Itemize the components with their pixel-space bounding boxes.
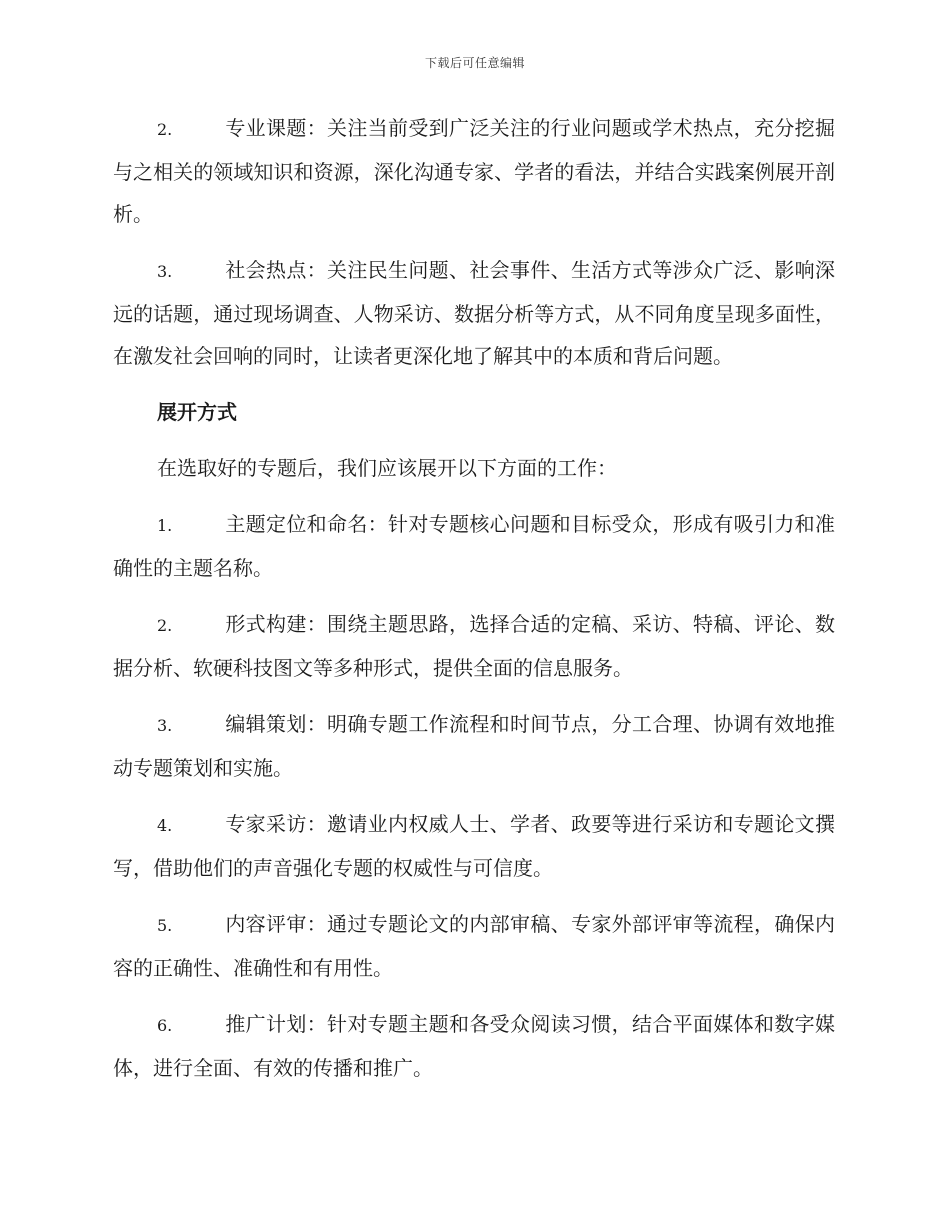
- list-item: [113, 703, 835, 789]
- list-item: [113, 1003, 835, 1089]
- list-item: [113, 503, 835, 589]
- section-intro: 在选取好的专题后，我们应该展开以下方面的工作：: [157, 456, 617, 480]
- document-body: [113, 107, 835, 1103]
- list-number: 6.: [157, 1016, 173, 1035]
- list-item: [113, 803, 835, 889]
- list-number: 5.: [157, 916, 173, 935]
- list-text: 内容评审：通过专题论文的内部审稿、专家外部评审等流程，确保内容的正确性、准确性和有用性。: [113, 912, 835, 980]
- list-number: 4.: [157, 816, 173, 835]
- list-text: 社会热点：关注民生问题、社会事件、生活方式等涉众广泛、影响深远的话题，通过现场调查、人物采访、数据分析等方式，从不同角度呈现多面性，在激发社会回响的同时，让读者更深化地了解其中的本质和背后问题。: [113, 258, 835, 368]
- list-text: 主题定位和命名：针对专题核心问题和目标受众，形成有吸引力和准确性的主题名称。: [113, 512, 835, 580]
- list-item: [113, 249, 835, 377]
- section-heading: 展开方式: [157, 400, 237, 424]
- list-text: 形式构建：围绕主题思路，选择合适的定稿、采访、特稿、评论、数据分析、软硬科技图文等多种形式，提供全面的信息服务。: [113, 612, 835, 680]
- list-item: [113, 603, 835, 689]
- list-number: 2.: [157, 120, 173, 139]
- list-text: 编辑策划：明确专题工作流程和时间节点，分工合理、协调有效地推动专题策划和实施。: [113, 712, 835, 780]
- list-number: 3.: [157, 262, 173, 281]
- list-item: [113, 903, 835, 989]
- list-number: 1.: [157, 516, 173, 535]
- page-header: 下载后可任意编辑: [424, 56, 525, 70]
- list-text: 推广计划：针对专题主题和各受众阅读习惯，结合平面媒体和数字媒体，进行全面、有效的传播和推广。: [113, 1012, 835, 1080]
- list-text: 专家采访：邀请业内权威人士、学者、政要等进行采访和专题论文撰写，借助他们的声音强化专题的权威性与可信度。: [113, 812, 835, 880]
- list-number: 2.: [157, 616, 173, 635]
- list-number: 3.: [157, 716, 173, 735]
- list-item: [113, 107, 835, 235]
- list-text: 专业课题：关注当前受到广泛关注的行业问题或学术热点，充分挖掘与之相关的领域知识和资源，深化沟通专家、学者的看法，并结合实践案例展开剖析。: [113, 116, 835, 226]
